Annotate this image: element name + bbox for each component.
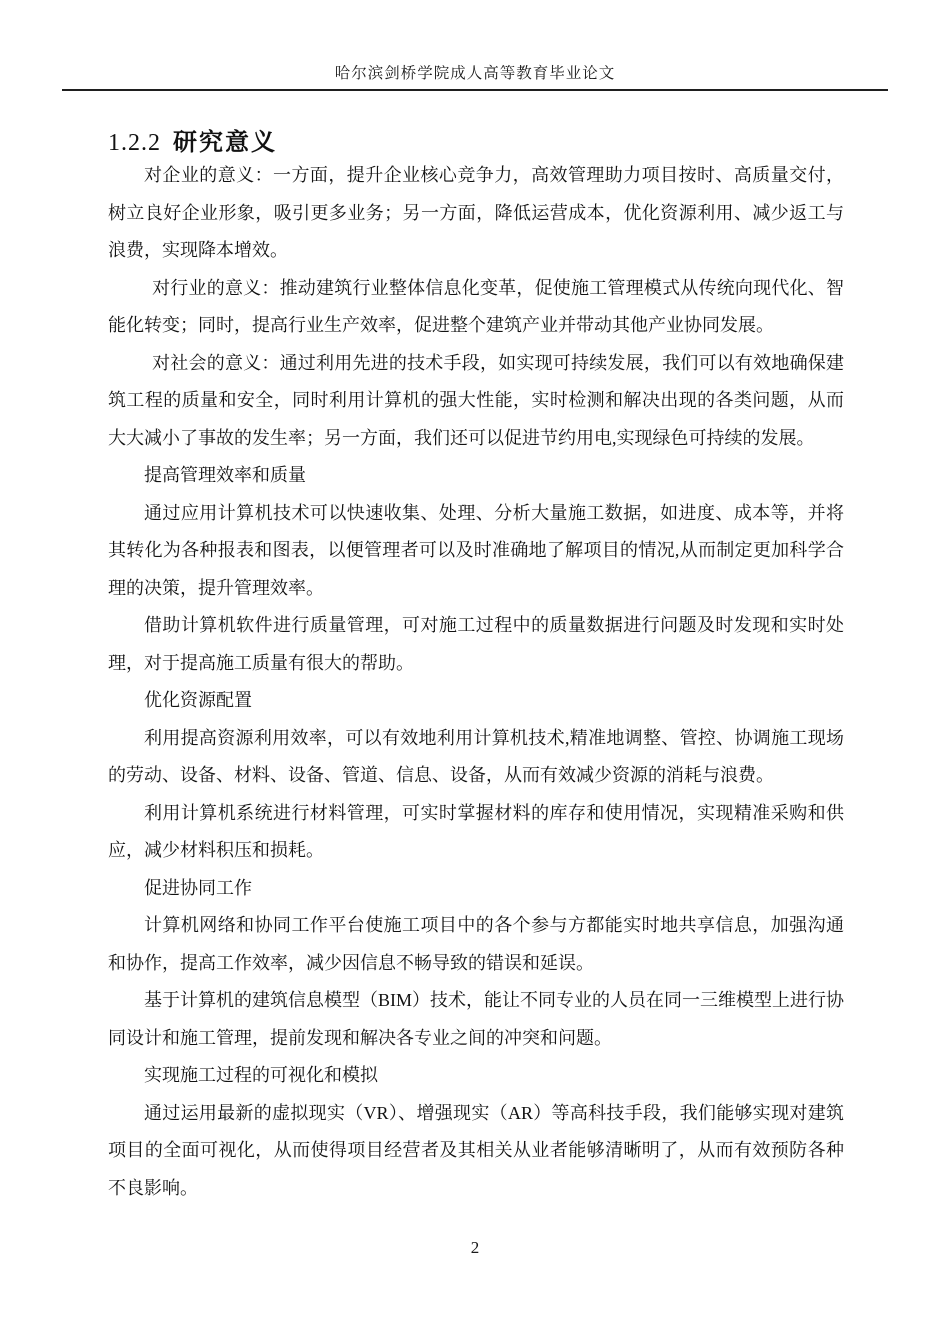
paragraph-society-significance: 对社会的意义：通过利用先进的技术手段，如实现可持续发展，我们可以有效地确保建筑工程的质量和安全，同时利用计算机的强大性能，实时检测和解决出现的各类问题，从而大大减小了事故的发生率；另一方面，我们还可以促进节约用电,实现绿色可持续的发展。 bbox=[108, 352, 844, 448]
paragraph-industry-significance: 对行业的意义：推动建筑行业整体信息化变革，促使施工管理模式从传统向现代化、智能化转变；同时，提高行业生产效率，促进整个建筑产业并带动其他产业协同发展。 bbox=[108, 277, 844, 335]
document-body bbox=[108, 157, 844, 1207]
subheading-management-efficiency: 提高管理效率和质量 bbox=[144, 465, 306, 485]
paragraph-resource-utilization: 利用提高资源利用效率，可以有效地利用计算机技术,精准地调整、管控、协调施工现场的劳动、设备、材料、设备、管道、信息、设备，从而有效减少资源的消耗与浪费。 bbox=[108, 727, 844, 785]
subheading-resource-optimization: 优化资源配置 bbox=[144, 690, 252, 710]
subheading-visualization-simulation: 实现施工过程的可视化和模拟 bbox=[144, 1065, 378, 1085]
paragraph-data-processing: 通过应用计算机技术可以快速收集、处理、分析大量施工数据，如进度、成本等，并将其转化为各种报表和图表，以便管理者可以及时准确地了解项目的情况,从而制定更加科学合理的决策，提升管理效率。 bbox=[108, 502, 844, 598]
paragraph-network-collaboration: 计算机网络和协同工作平台使施工项目中的各个参与方都能实时地共享信息，加强沟通和协作，提高工作效率，减少因信息不畅导致的错误和延误。 bbox=[108, 915, 844, 973]
header-divider-rule bbox=[62, 89, 888, 91]
paragraph-material-management: 利用计算机系统进行材料管理，可实时掌握材料的库存和使用情况，实现精准采购和供应，减少材料积压和损耗。 bbox=[108, 802, 844, 860]
paragraph-bim-technology: 基于计算机的建筑信息模型（BIM）技术，能让不同专业的人员在同一三维模型上进行协同设计和施工管理，提前发现和解决各专业之间的冲突和问题。 bbox=[108, 990, 845, 1048]
page-header-title: 哈尔滨剑桥学院成人高等教育毕业论文 bbox=[334, 65, 616, 82]
paragraph-enterprise-significance: 对企业的意义：一方面，提升企业核心竞争力，高效管理助力项目按时、高质量交付，树立良好企业形象，吸引更多业务；另一方面，降低运营成本，优化资源利用、减少返工与浪费，实现降本增效。 bbox=[108, 165, 844, 260]
section-heading-number: 1.2.2 bbox=[108, 130, 161, 156]
paragraph-quality-management: 借助计算机软件进行质量管理，可对施工过程中的质量数据进行问题及时发现和实时处理，对于提高施工质量有很大的帮助。 bbox=[108, 615, 844, 673]
section-heading bbox=[108, 122, 277, 157]
paragraph-vr-ar-visualization: 通过运用最新的虚拟现实（VR）、增强现实（AR）等高科技手段，我们能够实现对建筑项目的全面可视化，从而使得项目经营者及其相关从业者能够清晰明了，从而有效预防各种不良影响。 bbox=[108, 1102, 844, 1198]
page-number: 2 bbox=[470, 1238, 480, 1257]
section-heading-title: 研究意义 bbox=[173, 129, 277, 156]
subheading-collaboration: 促进协同工作 bbox=[144, 877, 252, 898]
